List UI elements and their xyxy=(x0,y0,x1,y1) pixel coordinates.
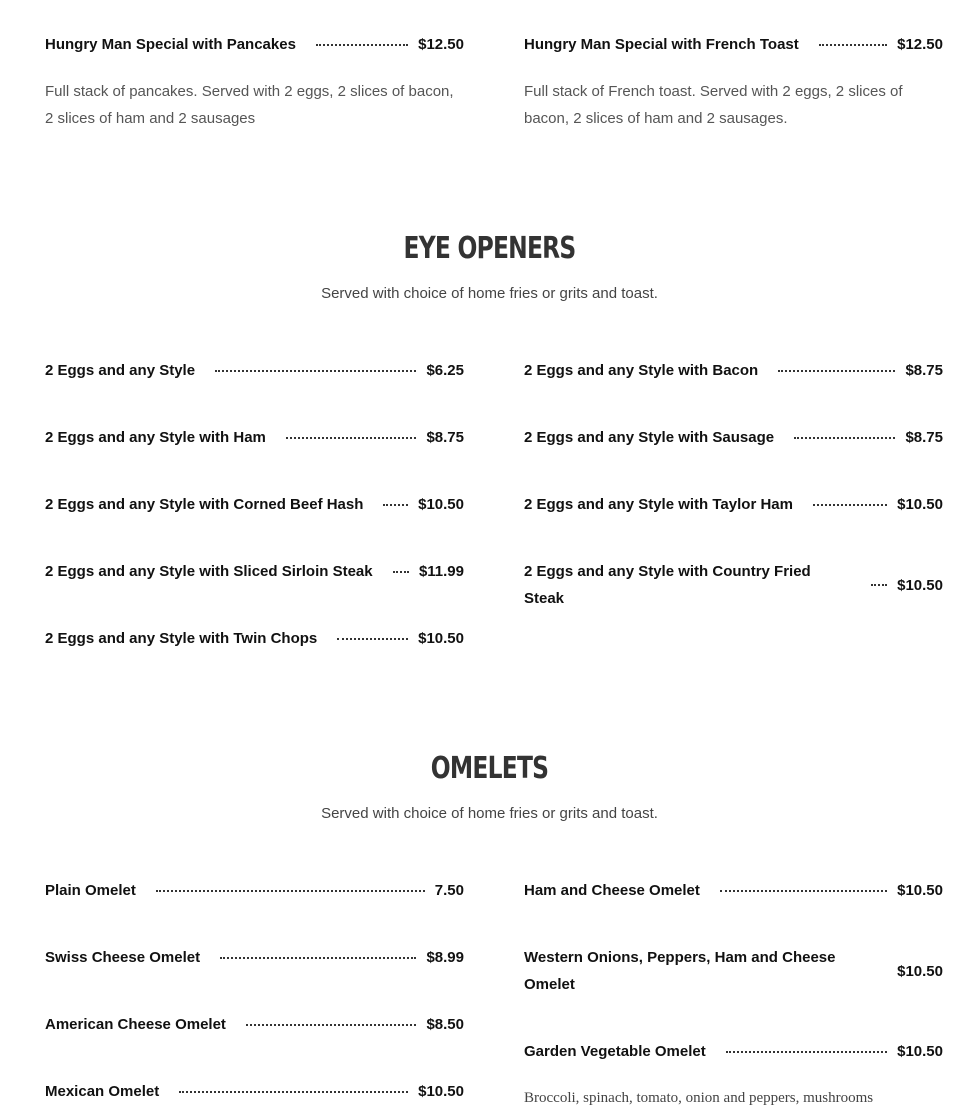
menu-item-name: 2 Eggs and any Style with Twin Chops xyxy=(45,630,318,647)
menu-item-price: 7.50 xyxy=(434,882,464,899)
menu-item xyxy=(524,944,943,998)
dotted-leader xyxy=(156,890,425,892)
menu-item-name: 2 Eggs and any Style xyxy=(45,362,196,379)
menu-item xyxy=(45,625,464,652)
menu-item xyxy=(524,1038,943,1065)
menu-item-price: $10.50 xyxy=(897,496,943,513)
dotted-leader xyxy=(383,504,408,506)
dotted-leader xyxy=(813,504,887,506)
dotted-leader xyxy=(179,1091,408,1093)
menu-item-name: 2 Eggs and any Style with Corned Beef Hash xyxy=(45,496,364,513)
menu-item-price: $12.50 xyxy=(897,36,943,53)
menu-item-price: $10.50 xyxy=(897,576,943,594)
menu-item-name: 2 Eggs and any Style with Ham xyxy=(45,429,266,446)
menu-item-price: $11.99 xyxy=(418,563,464,580)
menu-item-price: $10.50 xyxy=(418,1083,464,1100)
menu-item-name: 2 Eggs and any Style with Taylor Ham xyxy=(524,496,793,513)
menu-item-price: $10.50 xyxy=(897,882,943,899)
menu-item xyxy=(524,877,943,904)
menu-item-name: Hungry Man Special with French Toast xyxy=(524,36,799,53)
dotted-leader xyxy=(778,370,895,372)
menu-item xyxy=(45,944,464,971)
dotted-leader xyxy=(393,571,409,573)
menu-item-hungry-man-french-toast xyxy=(524,31,943,58)
menu-item xyxy=(524,491,943,518)
menu-item-price: $10.50 xyxy=(418,630,464,647)
menu-item-price: $6.25 xyxy=(426,362,464,379)
menu-item xyxy=(45,877,464,904)
menu-item-price: $8.99 xyxy=(426,949,464,966)
menu-item-price: $8.75 xyxy=(426,429,464,446)
menu-item-hungry-man-pancakes xyxy=(45,31,464,58)
menu-item-name: Ham and Cheese Omelet xyxy=(524,882,700,899)
menu-item-price: $10.50 xyxy=(418,496,464,513)
menu-item-name: Garden Vegetable Omelet xyxy=(524,1043,706,1060)
menu-item xyxy=(45,357,464,384)
menu-item-name: American Cheese Omelet xyxy=(45,1016,226,1033)
menu-item-description: Full stack of pancakes. Served with 2 eggs, 2 slices of bacon, 2 slices of ham and 2 sausages xyxy=(45,83,454,127)
section-subtitle: Served with choice of home fries or grits and toast. xyxy=(321,805,658,822)
menu-item xyxy=(524,357,943,384)
dotted-leader xyxy=(316,44,408,46)
menu-item-name: Swiss Cheese Omelet xyxy=(45,949,201,966)
dotted-leader xyxy=(215,370,416,372)
section-title-omelets: OMELETS xyxy=(430,751,549,786)
dotted-leader xyxy=(286,437,417,439)
dotted-leader xyxy=(726,1051,887,1053)
dotted-leader xyxy=(337,638,408,640)
menu-item-name: 2 Eggs and any Style with Sliced Sirloin Steak xyxy=(45,563,373,580)
dotted-leader xyxy=(794,437,895,439)
menu-item xyxy=(45,424,464,451)
menu-item-description: Full stack of French toast. Served with 2 eggs, 2 slices of bacon, 2 slices of ham and 2 sausages. xyxy=(524,83,903,127)
dotted-leader xyxy=(720,890,887,892)
menu-item xyxy=(524,558,943,612)
menu-item-name: Mexican Omelet xyxy=(45,1083,160,1100)
menu-item-name: 2 Eggs and any Style with Sausage xyxy=(524,429,775,446)
section-subtitle: Served with choice of home fries or grits and toast. xyxy=(321,285,658,302)
menu-item xyxy=(524,424,943,451)
section-title-eye-openers: EYE OPENERS xyxy=(403,231,576,266)
menu-item-name: Plain Omelet xyxy=(45,882,136,899)
menu-item-price: $12.50 xyxy=(418,36,464,53)
menu-item xyxy=(45,491,464,518)
menu-item-price: $10.50 xyxy=(897,1043,943,1060)
menu-item-name: 2 Eggs and any Style with Bacon xyxy=(524,362,759,379)
dotted-leader xyxy=(220,957,416,959)
menu-item-name: Western Onions, Peppers, Ham and Cheese Omelet xyxy=(524,949,836,993)
dotted-leader xyxy=(246,1024,417,1026)
menu-item-name: Hungry Man Special with Pancakes xyxy=(45,36,296,53)
menu-item-price: $8.75 xyxy=(905,362,943,379)
dotted-leader xyxy=(871,584,887,586)
menu-item-price: $8.75 xyxy=(905,429,943,446)
menu-item xyxy=(45,558,464,585)
menu-item xyxy=(45,1078,464,1105)
menu-item-price: $8.50 xyxy=(426,1016,464,1033)
menu-item-description: Broccoli, spinach, tomato, onion and peppers, mushrooms xyxy=(524,1090,874,1106)
menu-item xyxy=(45,1011,464,1038)
dotted-leader xyxy=(819,44,887,46)
menu-item-name: 2 Eggs and any Style with Country Fried Steak xyxy=(524,563,811,607)
menu-item-price: $10.50 xyxy=(897,962,943,980)
